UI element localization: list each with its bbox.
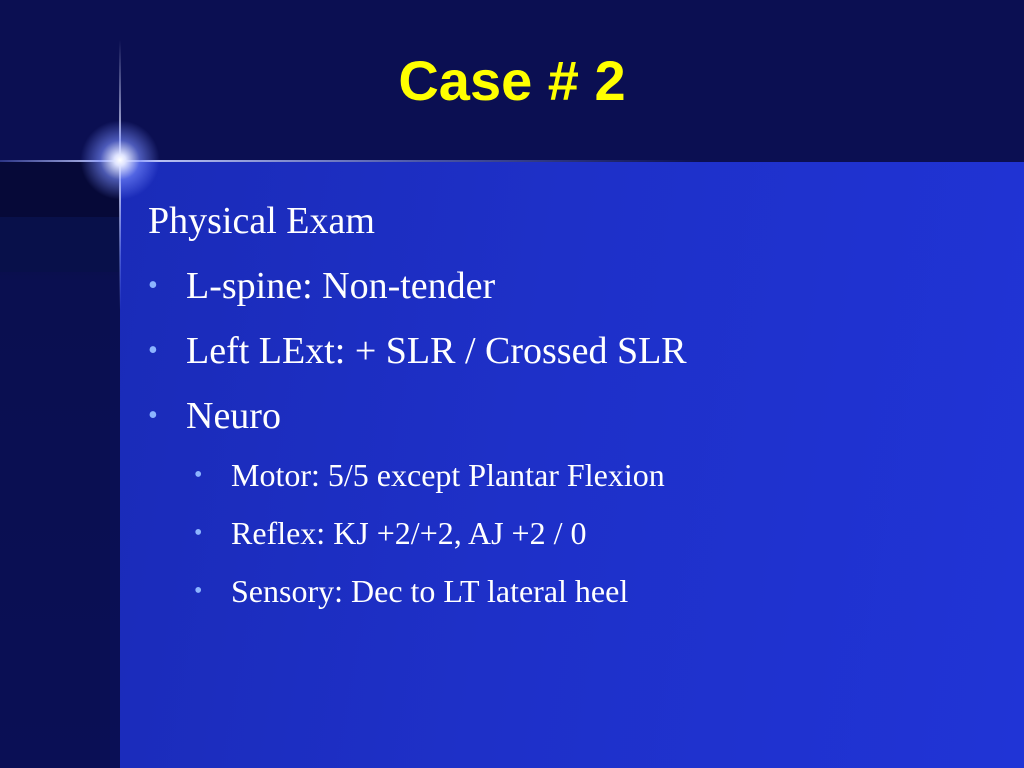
section-heading: Physical Exam (148, 200, 375, 242)
bullet-item (148, 392, 687, 612)
sub-bullet-icon: • (194, 520, 203, 546)
sub-bullet-text: Sensory: Dec to LT lateral heel (231, 573, 629, 609)
bullet-list (148, 262, 687, 612)
sub-bullet-item (194, 454, 687, 496)
bullet-icon: • (148, 400, 158, 431)
bullet-item (148, 262, 687, 310)
bullet-icon: • (148, 270, 158, 301)
bullet-item (148, 327, 687, 375)
left-strip-bar-middle (0, 217, 120, 272)
sub-bullet-text: Reflex: KJ +2/+2, AJ +2 / 0 (231, 515, 587, 551)
sub-bullet-list (194, 454, 687, 612)
slide-body (148, 196, 687, 629)
bullet-text: Neuro (186, 395, 281, 437)
sub-bullet-item (194, 512, 687, 554)
bullet-text: L-spine: Non-tender (186, 265, 496, 307)
left-strip (0, 162, 120, 768)
sub-bullet-text: Motor: 5/5 except Plantar Flexion (231, 457, 665, 493)
slide-title: Case # 2 (398, 49, 626, 112)
bullet-text: Left LExt: + SLR / Crossed SLR (186, 330, 687, 372)
sub-bullet-item (194, 570, 687, 612)
bullet-icon: • (148, 335, 158, 366)
star-glow-icon (80, 120, 160, 200)
sub-bullet-icon: • (194, 462, 203, 488)
sub-bullet-icon: • (194, 578, 203, 604)
